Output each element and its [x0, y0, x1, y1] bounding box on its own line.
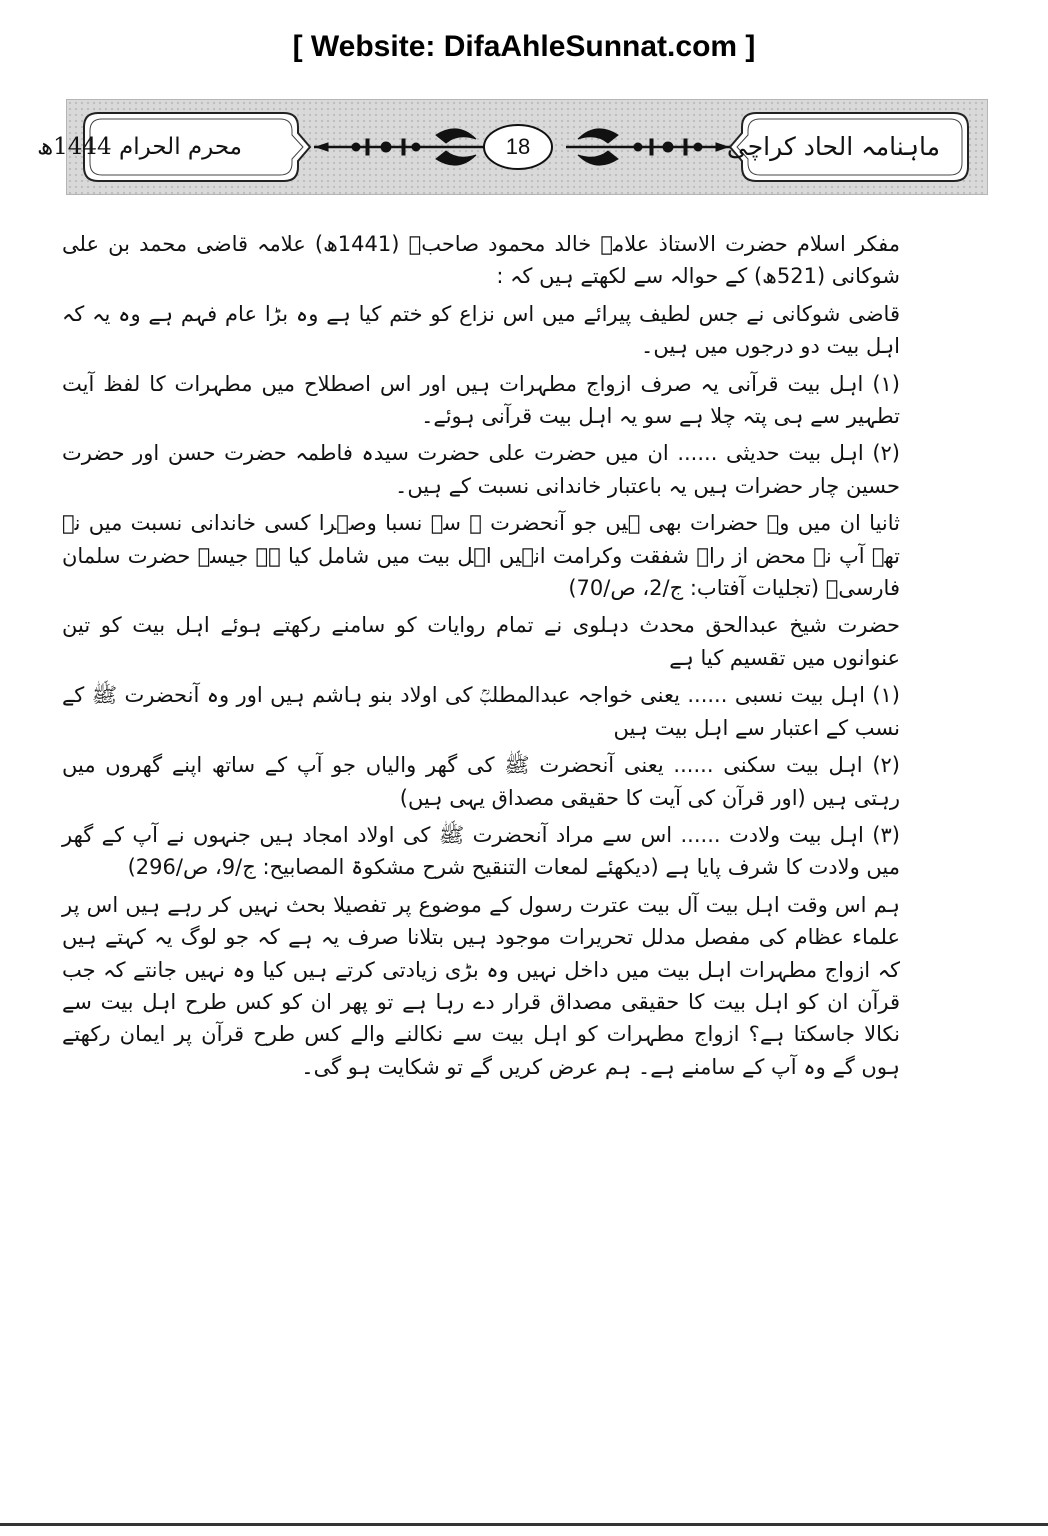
paragraph-conclusion: ہم اس وقت اہل بیت آل بیت عترت رسول کے موضوع پر تفصیلا بحث نہیں کر رہے ہیں اس پر علماء عظام کی مفصل مدلل تحریرات موجود ہیں بتلانا صرف یہ ہے کہ جو لوگ یہ کہتے ہیں کہ ازواج مطہرات اہل بیت میں داخل نہیں وہ بڑی زیادتی کرتے ہیں کیا وہ نہیں جانتے کہ جب قرآن ان کو اہل بیت کا حقیقی مصداق قرار دے رہا ہے تو پھر ان کو کس طرح اہل بیت سے نکالا جاسکتا ہے؟ ازواج مطہرات کو اہل بیت سے نکالنے والے کس طرح قرآن پر ایمان رکھتے ہوں گے وہ آپ کے سامنے ہے۔ ہم عرض کریں گے تو شکایت ہو گی۔ — [62, 892, 900, 1079]
website-banner: [ Website: DifaAhleSunnat.com ] — [292, 30, 756, 63]
bottom-rule — [0, 1523, 1048, 1526]
paragraph-thaniyan: ثانیا ان میں وہ حضرات بھی ہیں جو آنحضرت ﷺ سے نسبا وصہرا کسی خاندانی نسبت میں نہ تھے آپ نے محض از راہ شفقت وکرامت انہیں اہل بیت میں شامل کیا ہے جیسے حضرت سلمان فارسیؓ (تجلیات آفتاب: ج/2، ص/70) — [62, 511, 900, 601]
paragraph-hadithi: (۲) اہل بیت حدیثی ...... ان میں حضرت علی حضرت سیدہ فاطمہ حضرت حسن اور حضرت حسین چار حضرات ہیں یہ باعتبار خاندانی نسبت کے ہیں۔ — [62, 441, 900, 498]
paragraph-dehlavi: حضرت شیخ عبدالحق محدث دہلوی نے تمام روایات کو سامنے رکھتے ہوئے اہل بیت کو تین عنوانوں میں تقسیم کیا ہے — [62, 613, 900, 670]
paragraph-intro: مفکر اسلام حضرت الاستاذ علامہ خالد محمود صاحبؒ (1441ھ) علامہ قاضی محمد بن علی شوکانی (521ھ) کے حوالہ سے لکھتے ہیں کہ : — [62, 232, 901, 289]
page-number: 18 — [505, 134, 531, 159]
paragraph-quranic: (۱) اہل بیت قرآنی یہ صرف ازواج مطہرات ہیں اور اس اصطلاح میں مطہرات کا لفظ آیت تطہیر سے ہی پتہ چلا ہے سو یہ اہل بیت قرآنی ہوئے۔ — [62, 371, 900, 429]
issue-date: محرم الحرام 1444ھ — [37, 134, 242, 160]
paragraph-nasabi: (۱) اہل بیت نسبی ...... یعنی خواجہ عبدالمطلبؒ کی اولاد بنو ہاشم ہیں اور وہ آنحضرت ﷺ کے نسب کے اعتبار سے اہل بیت ہیں — [62, 683, 900, 740]
paragraph-shaukani: قاضی شوکانی نے جس لطیف پیرائے میں اس نزاع کو ختم کیا ہے وہ بڑا عام فہم ہے وہ یہ کہ اہل بیت دو درجوں میں ہیں۔ — [62, 301, 900, 359]
paragraph-sakani: (۲) اہل بیت سکنی ...... یعنی آنحضرت ﷺ کی گھر والیاں جو آپ کے ساتھ اپنے گھروں میں رہتی ہیں (اور قرآن کی آیت کا حقیقی مصداق یہی ہیں) — [62, 753, 900, 810]
magazine-title: ماہنامہ الحاد کراچی — [726, 132, 940, 161]
article-body — [62, 228, 900, 1088]
paragraph-wiladat: (۳) اہل بیت ولادت ...... اس سے مراد آنحضرت ﷺ کی اولاد امجاد ہیں جنہوں نے آپ کے گھر میں ولادت کا شرف پایا ہے (دیکھئے لمعات التنقیح شرح مشکوۃ المصابیح: ج/9، ص/296) — [62, 822, 900, 880]
